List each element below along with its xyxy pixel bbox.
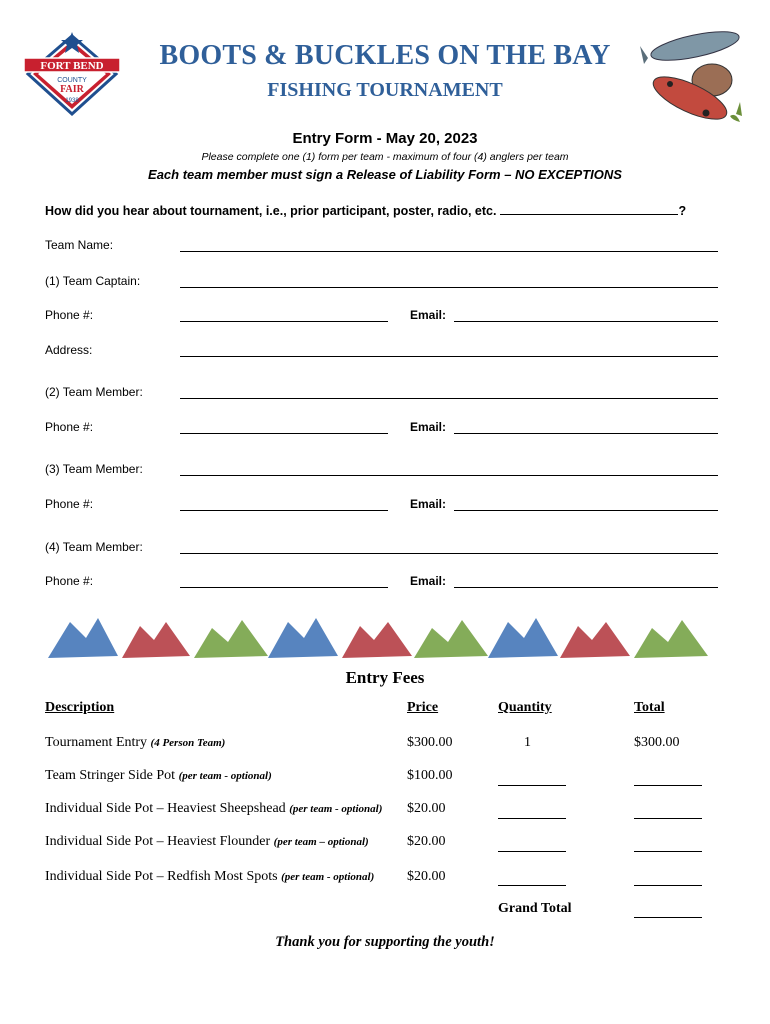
logo-text-county: COUNTY [57, 77, 87, 84]
fee-note: (per team – optional) [273, 836, 369, 848]
tournament-title: BOOTS & BUCKLES ON THE BAY [159, 40, 611, 71]
member3-email-label: Email: [410, 497, 447, 511]
member3-phone-label: Phone #: [45, 497, 94, 511]
col-total: Total [634, 700, 665, 715]
member3-field[interactable] [180, 474, 718, 476]
fee-description: Tournament Entry [45, 735, 148, 750]
fee-description: Individual Side Pot – Redfish Most Spots [45, 869, 278, 884]
col-description: Description [45, 700, 115, 715]
logo-text-fair: FAIR [60, 84, 84, 95]
mountain-blue-3 [488, 618, 558, 658]
fee-note: (4 Person Team) [150, 737, 226, 749]
col-price: Price [407, 700, 439, 715]
fee-total-field[interactable] [634, 784, 702, 786]
member2-phone-field[interactable] [180, 432, 388, 434]
fee-quantity-field[interactable] [498, 784, 566, 786]
referral-question-text: How did you hear about tournament, i.e., prior participant, poster, radio, etc. [45, 204, 497, 218]
fee-price: $20.00 [407, 834, 446, 849]
col-quantity: Quantity [498, 700, 552, 715]
fee-description: Individual Side Pot – Heaviest Flounder [45, 834, 271, 849]
thank-you-message: Thank you for supporting the youth! [275, 934, 495, 950]
referral-question-mark: ? [678, 204, 687, 218]
mountain-red-1 [122, 622, 190, 658]
referral-question [45, 202, 686, 218]
fee-row-description [45, 768, 272, 784]
team-name-field[interactable] [180, 250, 718, 252]
member2-email-field[interactable] [454, 432, 718, 434]
mountain-green-1 [194, 620, 268, 658]
mountain-red-2 [342, 622, 412, 658]
fee-total: $300.00 [634, 735, 680, 750]
referral-answer-field[interactable] [500, 202, 678, 215]
member3-label: (3) Team Member: [45, 462, 143, 476]
fee-total-field[interactable] [634, 850, 702, 852]
mountain-blue-1 [48, 618, 118, 658]
fee-note: (per team - optional) [281, 871, 375, 883]
mountain-red-3 [560, 622, 630, 658]
fee-price: $20.00 [407, 869, 446, 884]
member4-email-label: Email: [410, 574, 447, 588]
member4-phone-field[interactable] [180, 586, 388, 588]
member3-phone-field[interactable] [180, 509, 388, 511]
member4-email-field[interactable] [454, 586, 718, 588]
entry-fees-title: Entry Fees [345, 668, 425, 687]
member4-phone-label: Phone #: [45, 574, 94, 588]
fee-price: $100.00 [407, 768, 453, 783]
team-captain-label: (1) Team Captain: [45, 274, 141, 288]
address-label: Address: [45, 343, 93, 357]
fee-note: (per team - optional) [178, 770, 272, 782]
fee-description: Individual Side Pot – Heaviest Sheepshead [45, 801, 286, 816]
member3-email-field[interactable] [454, 509, 718, 511]
fee-quantity-field[interactable] [498, 884, 566, 886]
member2-phone-label: Phone #: [45, 420, 94, 434]
fee-quantity: 1 [524, 735, 531, 750]
fish-illustration [640, 16, 750, 132]
mountain-divider [46, 612, 716, 662]
member2-label: (2) Team Member: [45, 385, 143, 399]
fee-quantity-field[interactable] [498, 817, 566, 819]
fee-row-description [45, 735, 225, 751]
team-captain-field[interactable] [180, 286, 718, 288]
captain-phone-label: Phone #: [45, 308, 94, 322]
member2-email-label: Email: [410, 420, 447, 434]
address-field[interactable] [180, 355, 718, 357]
form-heading: Entry Form - May 20, 2023 [292, 130, 478, 147]
captain-email-field[interactable] [454, 320, 718, 322]
fee-note: (per team - optional) [289, 803, 383, 815]
fee-price: $20.00 [407, 801, 446, 816]
captain-phone-field[interactable] [180, 320, 388, 322]
mountain-green-3 [634, 620, 708, 658]
fee-total-field[interactable] [634, 817, 702, 819]
grand-total-field[interactable] [634, 916, 702, 918]
logo-text-year: 1938 [65, 98, 79, 104]
fee-quantity-field[interactable] [498, 850, 566, 852]
fee-row-description [45, 869, 374, 885]
grand-total-label: Grand Total [498, 901, 572, 916]
logo-text-fort-bend: FORT BEND [40, 60, 104, 72]
member4-label: (4) Team Member: [45, 540, 143, 554]
team-name-label: Team Name: [45, 238, 114, 252]
fee-row-description [45, 801, 382, 817]
mountain-green-2 [414, 620, 488, 658]
fee-description: Team Stringer Side Pot [45, 768, 176, 783]
release-notice: Each team member must sign a Release of Liability Form – NO EXCEPTIONS [148, 167, 622, 182]
captain-email-label: Email: [410, 308, 447, 322]
form-instructions: Please complete one (1) form per team - maximum of four (4) anglers per team [201, 151, 569, 163]
fee-price: $300.00 [407, 735, 453, 750]
fee-total-field[interactable] [634, 884, 702, 886]
mountain-blue-2 [268, 618, 338, 658]
member2-field[interactable] [180, 397, 718, 399]
tournament-subtitle: FISHING TOURNAMENT [267, 79, 503, 101]
member4-field[interactable] [180, 552, 718, 554]
fee-row-description [45, 834, 369, 850]
